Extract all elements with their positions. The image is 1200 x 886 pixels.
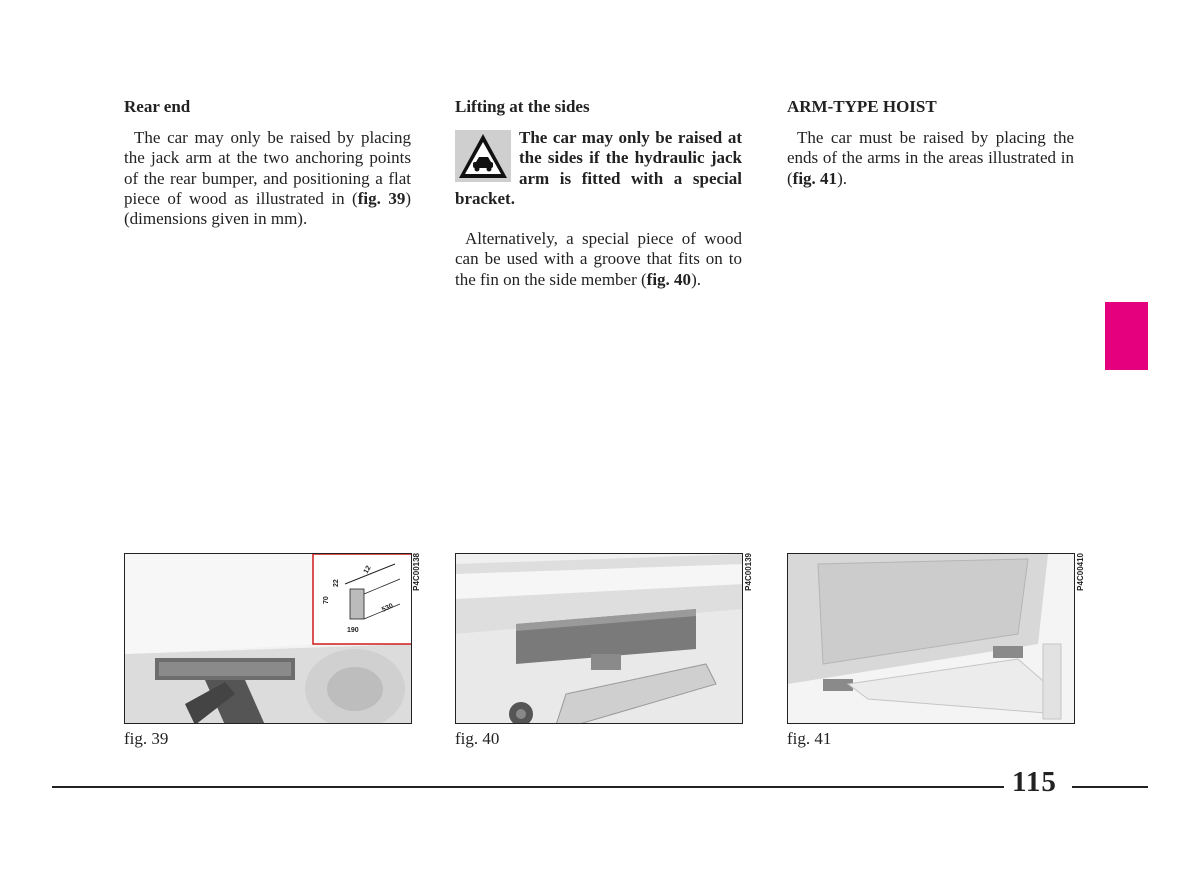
section-tab-marker [1105,302,1148,370]
figure-41-image [787,553,1075,724]
column-rear-end [124,96,411,229]
dimension-70: 70 [323,596,330,604]
dimension-530: 530 [380,602,395,614]
dimension-190: 190 [347,627,359,634]
paragraph-arm-hoist: The car must be raised by placing the ends of the arms in the areas illustrated in (fig. 41). [787,128,1074,188]
footer-rule-right [1072,786,1148,788]
dimension-12: 12 [362,564,373,575]
fig-ref-41: fig. 41 [792,168,838,188]
paragraph-rear-end: The car may only be raised by placing the jack arm at the two anchoring points of the rear bumper, and positioning a flat piece of wood as illustrated in (fig. 39) (dimensions given in mm). [124,128,412,229]
figure-41-code: P4C00410 [1076,553,1085,591]
figure-40-caption: fig. 40 [455,729,500,748]
figure-41-caption: fig. 41 [787,729,832,748]
figure-40-image [455,553,743,724]
figure-39-code: P4C00138 [412,553,421,591]
paragraph-lifting-sides: Alternatively, a special piece of wood can be used with a groove that fits on to the fin on the side member (fig. 40). [455,229,742,289]
warning-triangle-icon [455,130,511,182]
figure-40-code: P4C00139 [744,553,753,591]
page-number: 115 [1012,766,1057,798]
figure-39-caption: fig. 39 [124,729,169,748]
warning-block [455,128,742,209]
heading-arm-hoist: ARM-TYPE HOIST [787,97,937,116]
fig-ref-39: fig. 39 [357,188,406,208]
footer-rule-left [52,786,1004,788]
heading-lifting-sides: Lifting at the sides [455,97,590,116]
column-lifting-sides [455,96,742,290]
figure-39-image [124,553,412,724]
fig-ref-40: fig. 40 [646,269,692,289]
column-arm-hoist [787,96,1074,189]
dimension-22: 22 [333,579,340,587]
warning-text: The car may only be raised at the sides if the hydraulic jack arm is fitted with a special bracket. [455,128,742,208]
heading-rear-end: Rear end [124,97,191,116]
